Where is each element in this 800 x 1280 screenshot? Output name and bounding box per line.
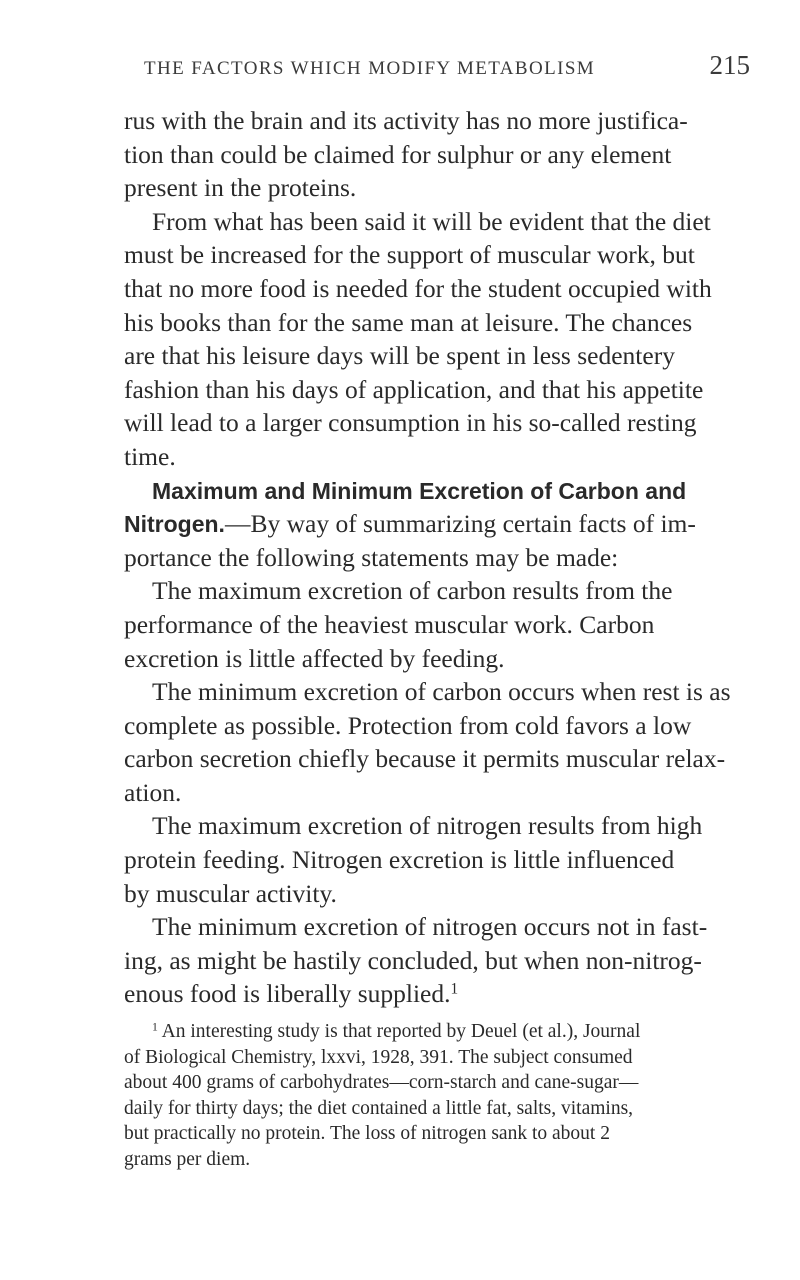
section-heading-continued: Nitrogen. [124, 511, 225, 538]
body-line: portance the following statements may be made: [124, 542, 619, 572]
body-line: that no more food is needed for the student occupied with [124, 273, 712, 303]
paragraph-start-line: The minimum excretion of carbon occurs when rest is as [152, 677, 731, 707]
body-line: protein feeding. Nitrogen excretion is little influenced [124, 845, 675, 875]
body-line: must be increased for the support of muscular work, but [124, 240, 695, 270]
section-heading-line [124, 507, 750, 541]
body-text [124, 104, 750, 1011]
page-number: 215 [709, 50, 750, 80]
body-line [124, 977, 750, 1011]
body-line: fashion than his days of application, and that his appetite [124, 374, 704, 404]
body-line: his books than for the same man at leisure. The chances [124, 307, 693, 337]
footnote-line: daily for thirty days; the diet contained a little fat, salts, vitamins, [124, 1097, 634, 1119]
running-head [144, 50, 750, 90]
body-line: ation. [124, 777, 182, 807]
section-heading-line [124, 474, 750, 508]
body-line: carbon secretion chiefly because it permits muscular relax- [124, 744, 726, 774]
body-line: tion than could be claimed for sulphur or any element [124, 139, 672, 169]
footnote-line: of Biological Chemistry, lxxvi, 1928, 391. The subject consumed [124, 1046, 633, 1068]
body-line: by muscular activity. [124, 878, 337, 908]
paragraph-start-line: The maximum excretion of nitrogen results from high [152, 811, 703, 841]
body-line: complete as possible. Protection from cold favors a low [124, 710, 692, 740]
body-line: excretion is little affected by feeding. [124, 643, 505, 673]
body-line-text: enous food is liberally supplied. [124, 979, 451, 1009]
body-line: ing, as might be hastily concluded, but when non-nitrog- [124, 945, 702, 975]
body-line: performance of the heaviest muscular work. Carbon [124, 609, 655, 639]
body-line: are that his leisure days will be spent in less sedentery [124, 341, 675, 371]
footnote-line: grams per diem. [124, 1148, 251, 1170]
body-line: time. [124, 441, 176, 471]
paragraph-start-line: The maximum excretion of carbon results from the [152, 576, 673, 606]
footnote-line: about 400 grams of carbohydrates—corn-starch and cane-sugar— [124, 1072, 639, 1094]
footnote-text: An interesting study is that reported by Deuel (et al.), Journal [161, 1021, 641, 1043]
body-line: present in the proteins. [124, 173, 357, 203]
running-title: THE FACTORS WHICH MODIFY METABOLISM [144, 58, 596, 79]
body-line: rus with the brain and its activity has no more justifica- [124, 106, 688, 135]
footnote-marker: 1 [152, 1020, 158, 1034]
section-heading: Maximum and Minimum Excretion of Carbon and [152, 477, 687, 504]
paragraph-start-line: The minimum excretion of nitrogen occurs not in fast- [152, 912, 708, 942]
body-line: will lead to a larger consumption in his so-called resting [124, 408, 697, 438]
paragraph-start-line: From what has been said it will be evident that the diet [152, 206, 711, 236]
footnote-reference: 1 [450, 981, 459, 999]
footnote-line: but practically no protein. The loss of nitrogen sank to about 2 [124, 1123, 610, 1145]
footnote [124, 1019, 750, 1172]
section-run-on-text: —By way of summarizing certain facts of im- [224, 509, 696, 539]
book-page [124, 50, 750, 1172]
footnote-line [124, 1019, 750, 1045]
